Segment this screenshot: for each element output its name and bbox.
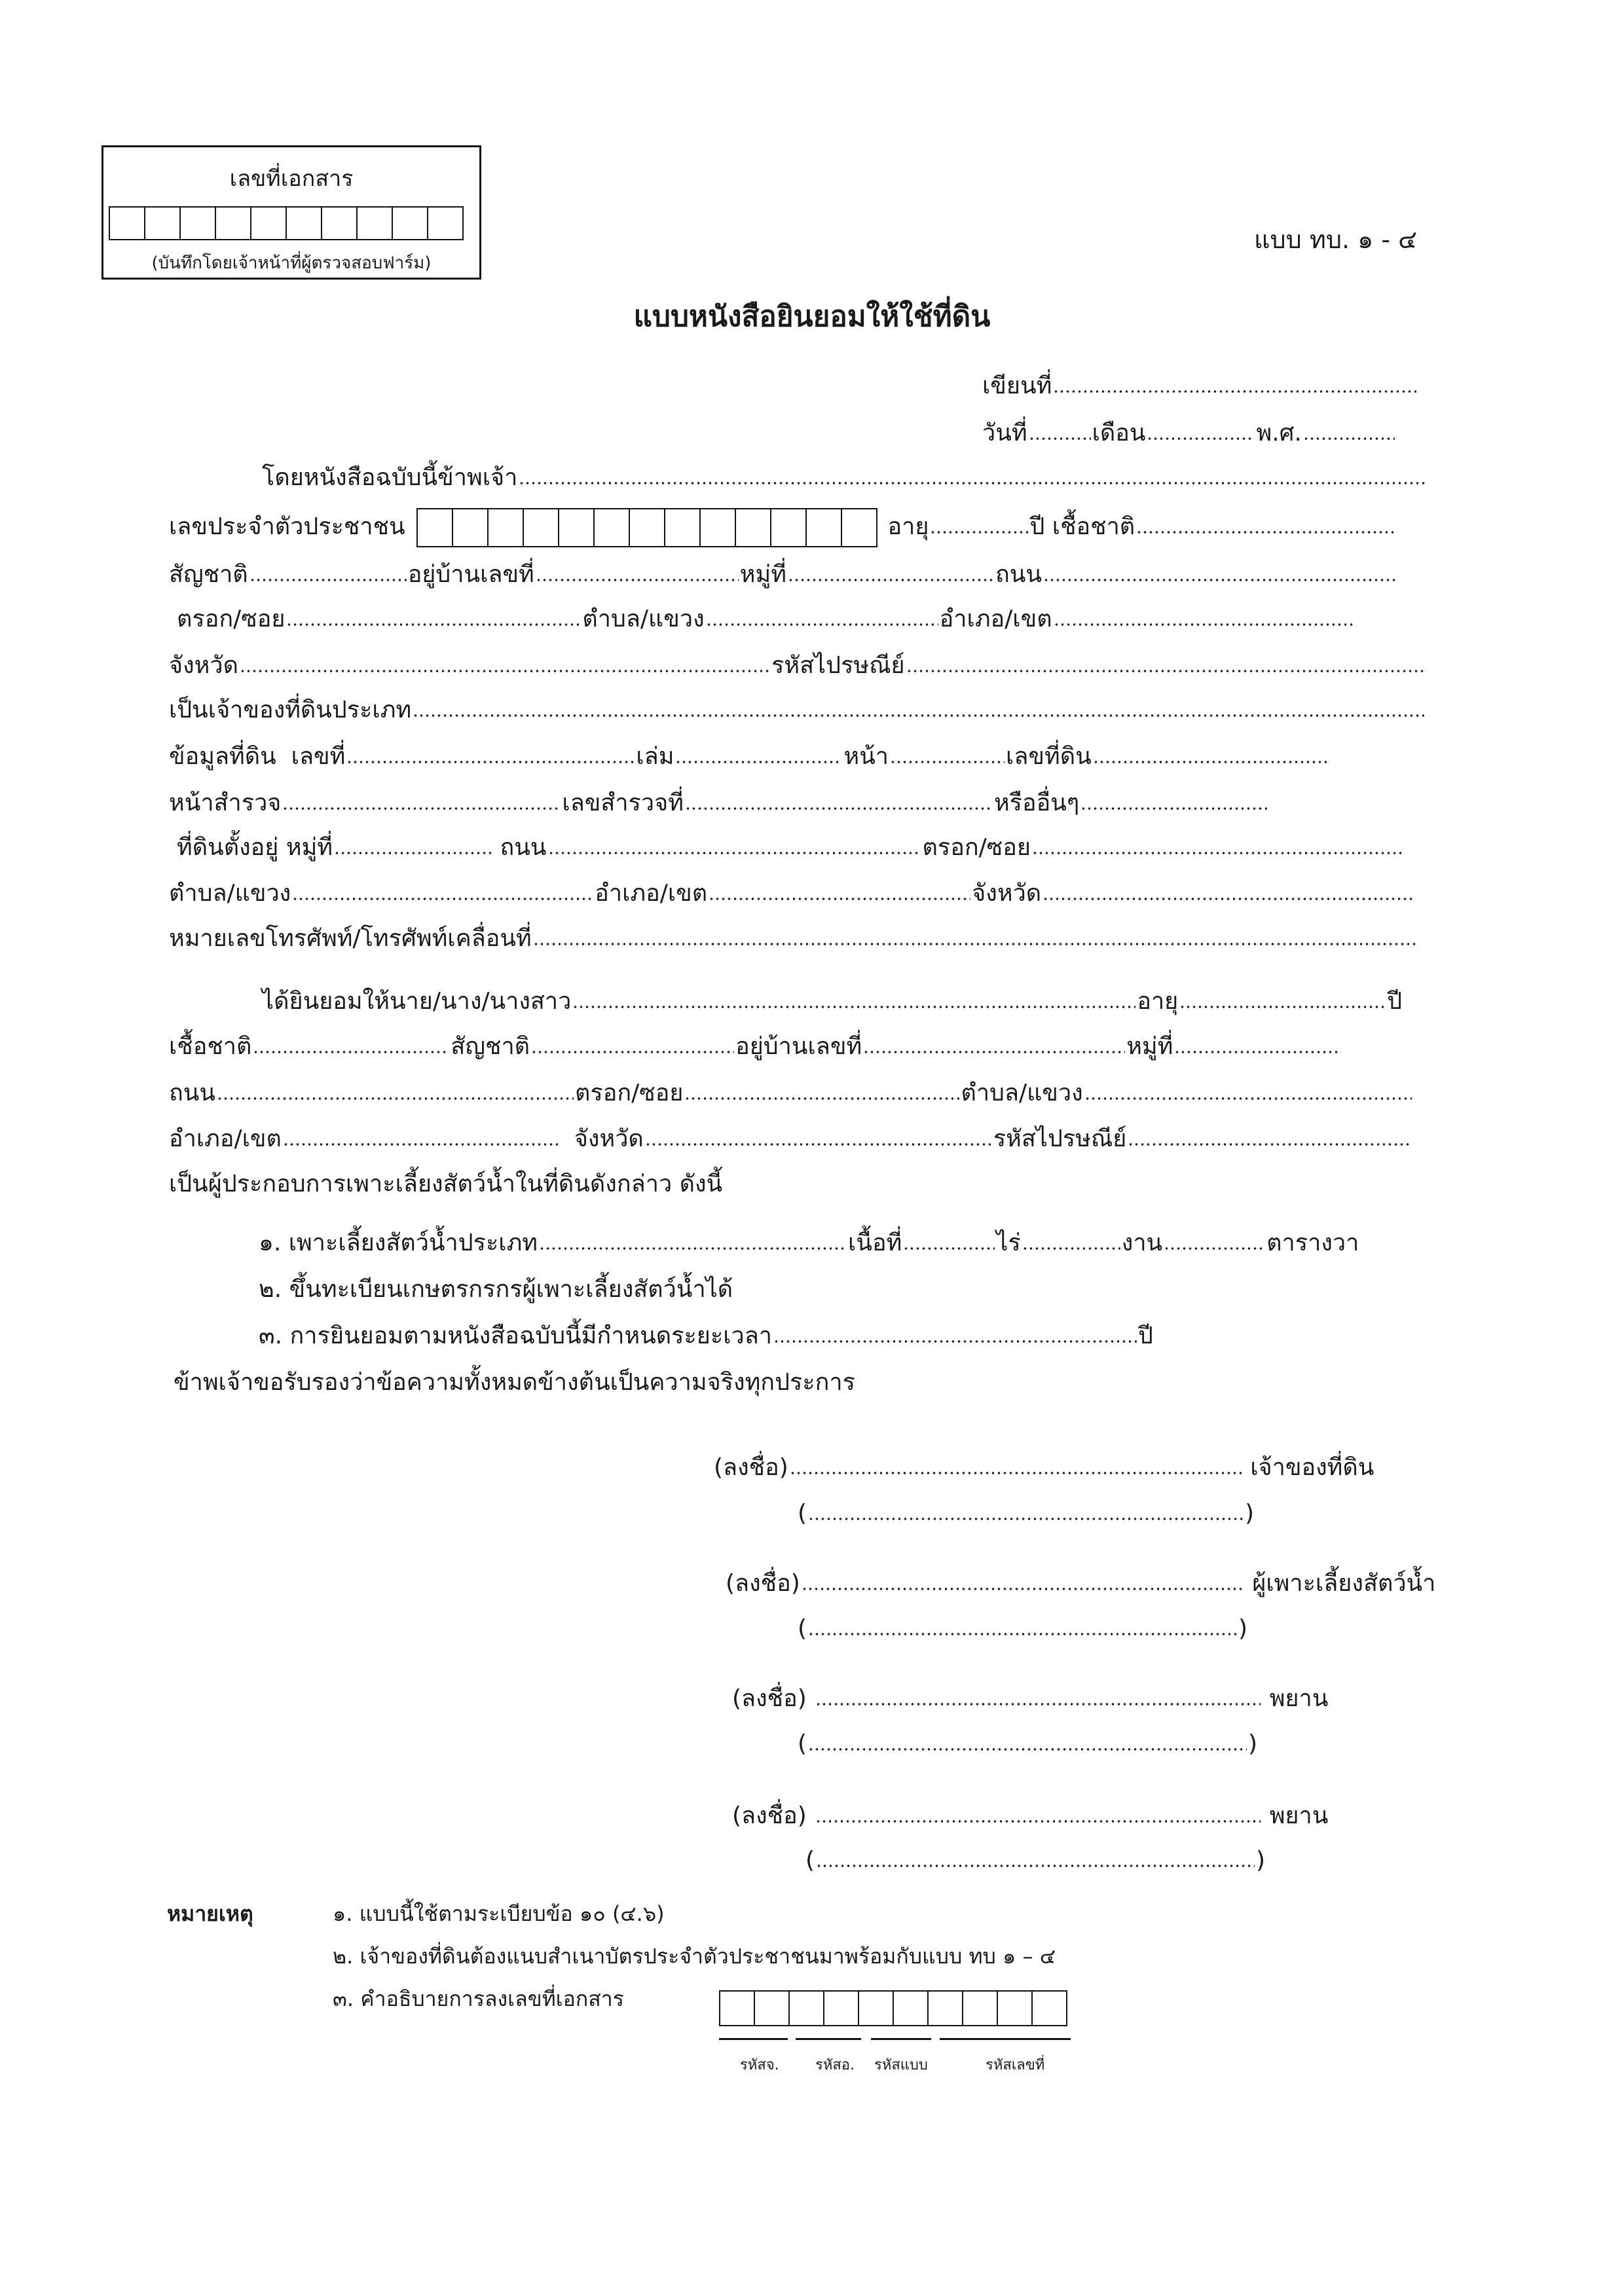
id-cell[interactable] (629, 508, 665, 547)
date-label: วันที่ (982, 420, 1027, 446)
farmer-role-label: ผู้เพาะเลี้ยงสัตว์น้ำ (1252, 1570, 1436, 1597)
race-field[interactable] (1136, 528, 1395, 534)
witness-role-label: พยาน (1269, 1802, 1329, 1829)
land-type-field[interactable] (413, 711, 1424, 718)
witness1-printed-name-field[interactable] (808, 1745, 1247, 1751)
purpose-item2: ๒. ขึ้นทะเบียนเกษตรกรกรผู้เพาะเลี้ยงสัตว์น้ำได้ (259, 1276, 733, 1303)
nationality-field[interactable] (249, 575, 407, 582)
moo-field[interactable] (788, 575, 994, 582)
year-unit-label: ปี (1029, 513, 1045, 540)
grantee-province-field[interactable] (645, 1140, 992, 1146)
date-field[interactable] (1029, 434, 1091, 441)
house-no-field[interactable] (536, 575, 739, 582)
doc-cell[interactable] (215, 206, 251, 240)
phone-row (169, 924, 1418, 953)
code-underline (796, 2038, 861, 2040)
close-paren: ) (1245, 1500, 1255, 1527)
land-district-row (169, 879, 1417, 908)
subdistrict-label: ตำบล/แขวง (582, 606, 705, 632)
land-info-row (169, 742, 1330, 771)
witness2-signature-field[interactable] (815, 1817, 1261, 1823)
house-no-label: อยู่บ้านเลขที่ (407, 561, 534, 588)
id-cell[interactable] (593, 508, 630, 547)
alley-label: ตรอก/ซอย (177, 606, 286, 632)
ngan-label: งาน (1121, 1230, 1163, 1256)
code-cell[interactable] (788, 1990, 824, 2026)
id-cell[interactable] (735, 508, 771, 547)
code-label-province: รหัสจ. (740, 2057, 779, 2073)
farmer-signature-row (726, 1569, 1435, 1598)
species-field[interactable] (539, 1244, 847, 1250)
certify-text: ข้าพเจ้าขอรับรองว่าข้อความทั้งหมดข้างต้นเป็นความจริงทุกประการ (174, 1369, 855, 1396)
grantee-intro-row (262, 987, 1402, 1016)
id-cell[interactable] (841, 508, 877, 547)
farmer-printed-name-row (798, 1614, 1247, 1643)
purpose-item3-row (259, 1322, 1153, 1351)
grantee-alley-label: ตรอก/ซอย (575, 1080, 684, 1106)
age-label: อายุ (887, 513, 929, 540)
farmer-signature-field[interactable] (802, 1584, 1244, 1591)
duration-field[interactable] (773, 1337, 1137, 1343)
road-label: ถนน (995, 561, 1043, 588)
code-cell[interactable] (754, 1990, 790, 2026)
survey-page-label: หน้าสำรวจ (169, 790, 282, 816)
code-cell[interactable] (823, 1990, 859, 2026)
doc-cell[interactable] (250, 206, 287, 240)
page-field[interactable] (890, 757, 1005, 764)
remarks-label: หมายเหตุ (167, 1901, 253, 1926)
form-code: แบบ ทบ. ๑ - ๔ (1254, 225, 1417, 254)
land-no-field[interactable] (346, 757, 635, 764)
page-label: หน้า (843, 743, 889, 770)
code-cell[interactable] (893, 1990, 929, 2026)
purpose-item1-row (259, 1229, 1359, 1258)
witness1-signature-row (732, 1685, 1328, 1713)
land-moo-label: ที่ดินตั้งอยู่ หมู่ที่ (177, 834, 333, 861)
close-paren: ) (1248, 1730, 1258, 1757)
code-underline (719, 2038, 788, 2040)
witness2-signature-row (732, 1802, 1328, 1831)
area-field[interactable] (903, 1244, 995, 1250)
farmer-printed-name-field[interactable] (808, 1630, 1237, 1636)
code-underline (940, 2038, 1071, 2040)
province-label: จังหวัด (169, 652, 238, 679)
remark-1: ๑. แบบนี้ใช้ตามระเบียบข้อ ๑๐ (๔.๖) (333, 1901, 665, 1926)
grantee-road-row (169, 1079, 1413, 1108)
open-paren: ( (798, 1615, 807, 1642)
id-label: เลขประจำตัวประชาชน (169, 513, 405, 540)
province-field[interactable] (240, 666, 770, 673)
land-alley-field[interactable] (1032, 848, 1405, 855)
code-cell[interactable] (719, 1990, 755, 2026)
doc-cell[interactable] (109, 206, 145, 240)
land-subdistrict-label: ตำบล/แขวง (169, 880, 291, 907)
book-label: เล่ม (636, 743, 674, 770)
phone-field[interactable] (533, 939, 1417, 946)
land-district-field[interactable] (709, 894, 970, 901)
postcode-label: รหัสไปรษณีย์ (771, 652, 905, 679)
grantee-subdistrict-label: ตำบล/แขวง (961, 1080, 1083, 1106)
id-cell[interactable] (452, 508, 489, 547)
doc-cell[interactable] (392, 206, 428, 240)
land-type-label: เป็นเจ้าของที่ดินประเภท (169, 697, 412, 723)
owner-signature-row (714, 1453, 1374, 1482)
grantee-district-field[interactable] (283, 1140, 558, 1146)
nationality-label: สัญชาติ (169, 561, 248, 588)
sign-label: (ลงชื่อ) (732, 1802, 807, 1829)
year-field[interactable] (1303, 434, 1395, 441)
id-cell[interactable] (770, 508, 807, 547)
code-cells (719, 1990, 1066, 2026)
grantee-nationality-label: สัญชาติ (451, 1033, 530, 1060)
doc-cell[interactable] (356, 206, 393, 240)
grantee-subdistrict-field[interactable] (1084, 1094, 1412, 1101)
code-cell[interactable] (927, 1990, 963, 2026)
land-number-field[interactable] (1093, 757, 1329, 764)
land-moo-field[interactable] (334, 848, 491, 855)
grantee-intro-label: ได้ยินยอมให้นาย/นาง/นางสาว (262, 988, 572, 1015)
owner-alley-row (177, 605, 1356, 634)
land-location-row (177, 833, 1407, 862)
grantee-nationality-field[interactable] (531, 1048, 734, 1054)
owner-printed-name-field[interactable] (808, 1514, 1244, 1521)
code-cell[interactable] (997, 1990, 1033, 2026)
district-field[interactable] (1054, 620, 1355, 627)
id-cell[interactable] (416, 508, 453, 547)
witness1-signature-field[interactable] (815, 1700, 1261, 1706)
id-cell[interactable] (558, 508, 595, 547)
grantee-house-label: อยู่บ้านเลขที่ (735, 1033, 862, 1060)
land-province-label: จังหวัด (972, 880, 1042, 907)
doc-cell[interactable] (179, 206, 216, 240)
document-number-label: เลขที่เอกสาร (229, 166, 354, 192)
doc-cell[interactable] (321, 206, 358, 240)
grantee-race-row (169, 1032, 1342, 1061)
owner-role-label: เจ้าของที่ดิน (1250, 1454, 1375, 1481)
land-road-label: ถนน (500, 834, 547, 861)
land-alley-label: ตรอก/ซอย (922, 834, 1031, 861)
doc-cell[interactable] (144, 206, 181, 240)
land-district-label: อำเภอ/เขต (595, 880, 708, 907)
book-field[interactable] (675, 757, 842, 764)
ngan-field[interactable] (1164, 1244, 1265, 1250)
code-label-district: รหัสอ. (815, 2057, 855, 2073)
witness-role-label: พยาน (1269, 1685, 1329, 1712)
sign-label: (ลงชื่อ) (732, 1685, 807, 1712)
code-cell[interactable] (1031, 1990, 1067, 2026)
owner-id-row (169, 508, 1396, 547)
doc-cell[interactable] (286, 206, 322, 240)
code-label-form: รหัสแบบ (874, 2057, 928, 2073)
grantee-postcode-label: รหัสไปรษณีย์ (993, 1125, 1127, 1152)
close-paren: ) (1256, 1847, 1266, 1874)
witness2-printed-name-field[interactable] (816, 1861, 1255, 1868)
survey-page-field[interactable] (282, 804, 561, 811)
written-at-label: เขียนที่ (982, 373, 1052, 399)
road-field[interactable] (1043, 575, 1397, 582)
land-number-label: เลขที่ดิน (1006, 743, 1092, 770)
page-title: แบบหนังสือยินยอมให้ใช้ที่ดิน (633, 300, 991, 333)
grantee-province-label: จังหวัด (574, 1125, 644, 1152)
date-row (982, 419, 1396, 448)
sqwa-label: ตารางวา (1266, 1230, 1359, 1256)
grantee-postcode-field[interactable] (1128, 1140, 1409, 1146)
year-label: พ.ศ. (1256, 420, 1302, 446)
postcode-field[interactable] (906, 666, 1427, 673)
grantee-age-field[interactable] (1179, 1002, 1386, 1009)
code-cell[interactable] (962, 1990, 998, 2026)
alley-field[interactable] (286, 620, 581, 627)
witness1-printed-name-row (798, 1730, 1257, 1758)
moo-label: หมู่ที่ (739, 561, 786, 588)
item3-label: ๓. การยินยอมตามหนังสือฉบับนี้มีกำหนดระยะเวลา (259, 1322, 773, 1349)
owner-province-row (169, 651, 1428, 680)
age-field[interactable] (930, 528, 1028, 534)
area-label: เนื้อที่ (848, 1230, 902, 1256)
month-label: เดือน (1092, 420, 1146, 446)
phone-label: หมายเลขโทรศัพท์/โทรศัพท์เคลื่อนที่ (169, 925, 532, 952)
open-paren: ( (798, 1500, 807, 1527)
id-cells (416, 508, 876, 547)
code-cell[interactable] (858, 1990, 894, 2026)
owner-printed-name-row (798, 1499, 1254, 1528)
id-cell[interactable] (523, 508, 559, 547)
purpose-intro: เป็นผู้ประกอบการเพาะเลี้ยงสัตว์น้ำในที่ดินดังกล่าว ดังนี้ (169, 1171, 723, 1197)
survey-no-field[interactable] (685, 804, 993, 811)
grantee-road-label: ถนน (169, 1080, 216, 1106)
owner-intro-row (262, 464, 1427, 492)
written-at-row (982, 372, 1418, 401)
owner-name-field[interactable] (519, 479, 1426, 485)
sign-label: (ลงชื่อ) (726, 1570, 800, 1597)
grantee-house-field[interactable] (863, 1048, 1125, 1054)
id-cell[interactable] (699, 508, 736, 547)
grantee-race-label: เชื้อชาติ (169, 1033, 252, 1060)
grantee-name-field[interactable] (572, 1002, 1135, 1009)
month-field[interactable] (1147, 434, 1255, 441)
grantee-year-label: ปี (1387, 988, 1403, 1015)
id-cell[interactable] (487, 508, 524, 547)
survey-row (169, 789, 1268, 818)
sign-label: (ลงชื่อ) (714, 1454, 788, 1481)
district-label: อำเภอ/เขต (939, 606, 1052, 632)
grantee-alley-field[interactable] (684, 1094, 959, 1101)
duration-year-label: ปี (1138, 1322, 1153, 1349)
grantee-age-label: อายุ (1137, 988, 1179, 1015)
owner-signature-field[interactable] (790, 1468, 1242, 1475)
doc-cell[interactable] (427, 206, 464, 240)
other-field[interactable] (1080, 804, 1267, 811)
code-label-number: รหัสเลขที่ (986, 2057, 1045, 2073)
document-number-cells (109, 206, 462, 240)
grantee-moo-label: หมู่ที่ (1126, 1033, 1173, 1060)
id-cell[interactable] (805, 508, 842, 547)
land-province-field[interactable] (1043, 894, 1416, 901)
race-label: เชื้อชาติ (1052, 513, 1135, 540)
remark-3: ๓. คำอธิบายการลงเลขที่เอกสาร (333, 1986, 624, 2011)
document-number-note: (บันทึกโดยเจ้าหน้าที่ผู้ตรวจสอบฟาร์ม) (151, 253, 432, 273)
grantee-race-field[interactable] (253, 1048, 449, 1054)
land-no-label: เลขที่ (291, 743, 346, 770)
subdistrict-field[interactable] (706, 620, 938, 627)
land-type-row (169, 696, 1426, 725)
rai-field[interactable] (1022, 1244, 1120, 1250)
grantee-district-row (169, 1125, 1411, 1154)
land-road-field[interactable] (548, 848, 921, 855)
grantee-road-field[interactable] (217, 1094, 574, 1101)
owner-address-row (169, 560, 1398, 589)
code-underline (871, 2038, 931, 2040)
written-at-field[interactable] (1053, 387, 1416, 393)
item1-label: ๑. เพาะเลี้ยงสัตว์น้ำประเภท (259, 1230, 538, 1256)
document-number-box (101, 145, 481, 280)
land-subdistrict-field[interactable] (292, 894, 593, 901)
grantee-moo-field[interactable] (1174, 1048, 1341, 1054)
id-cell[interactable] (664, 508, 701, 547)
other-label: หรืออื่นๆ (993, 790, 1080, 816)
owner-intro-label: โดยหนังสือฉบับนี้ข้าพเจ้า (262, 464, 518, 491)
remark-2: ๒. เจ้าของที่ดินต้องแนบสำเนาบัตรประจำตัวประชาชนมาพร้อมกับแบบ ทบ ๑ – ๔ (333, 1944, 1056, 1969)
open-paren: ( (805, 1847, 815, 1874)
grantee-district-label: อำเภอ/เขต (169, 1125, 282, 1152)
land-info-label: ข้อมูลที่ดิน (169, 743, 276, 770)
close-paren: ) (1238, 1615, 1248, 1642)
rai-label: ไร่ (996, 1230, 1021, 1256)
witness2-printed-name-row (805, 1846, 1265, 1875)
survey-no-label: เลขสำรวจที่ (562, 790, 684, 816)
open-paren: ( (798, 1730, 807, 1757)
